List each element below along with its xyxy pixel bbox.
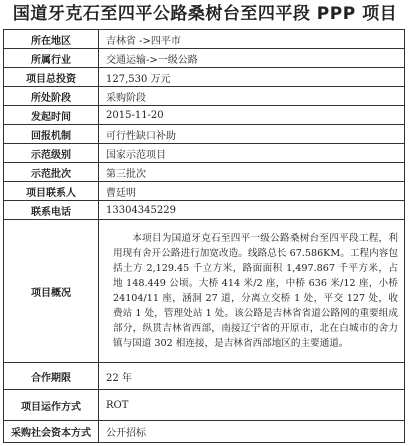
row-label: 所在地区 [4, 30, 99, 49]
table-row [4, 201, 405, 220]
overview-text: 本项目为国道牙克石至四平一级公路桑树台至四平段工程，利用现有舍开公路进行加宽改造。线路总长 67.586KM。工程内容包括土方 2,129.45 千立方米，路面面积 1,497.867 千平方米，占地 148.449 公顷。大桥 414 米/2 座，中桥 636 米/12 座，小桥 24104/11 座，涵洞 27 道，分离立交桥 1 处，平交 127 处，收费站 1 处，管理处站 1 处。该公路是吉林省省道公路网的重要组成部分，纵贯吉林省西部，南接辽宁省的开原市，北在白城市的舍力镇与国道 302 相连接，是吉林省西部地区的主要通道。 [113, 233, 398, 349]
table-row [4, 106, 405, 125]
table-row [4, 30, 405, 49]
table-row [4, 144, 405, 163]
row-label: 所处阶段 [4, 87, 99, 106]
row-value: 第三批次 [99, 163, 405, 182]
page-title: 国道牙克石至四平公路桑树台至四平段 PPP 项目 [12, 4, 398, 24]
table-row [4, 421, 405, 443]
row-label: 采购社会资本方式 [4, 421, 99, 443]
row-label: 项目总投资 [4, 68, 99, 87]
table-row [4, 87, 405, 106]
table-row [4, 68, 405, 87]
table-row [4, 182, 405, 201]
row-value: 可行性缺口补助 [99, 125, 405, 144]
row-label: 示范批次 [4, 163, 99, 182]
row-label: 项目运作方式 [4, 390, 99, 421]
row-value: 吉林省 ->四平市 [99, 30, 405, 49]
table-row-overview [4, 220, 405, 363]
row-label: 回报机制 [4, 125, 99, 144]
row-label: 发起时间 [4, 106, 99, 125]
row-value: 2015-11-20 [99, 106, 405, 125]
row-value: 交通运输->一级公路 [99, 49, 405, 68]
row-value: 公开招标 [99, 421, 405, 443]
row-label: 联系电话 [4, 201, 99, 220]
row-value: 127,530 万元 [99, 68, 405, 87]
table-row [4, 125, 405, 144]
row-value: 13304345229 [99, 201, 405, 220]
table-row [4, 363, 405, 390]
table-row [4, 390, 405, 421]
row-value: 22 年 [99, 363, 405, 390]
row-value: 国家示范项目 [99, 144, 405, 163]
table-row [4, 49, 405, 68]
row-label: 合作期限 [4, 363, 99, 390]
row-value: ROT [99, 390, 405, 421]
project-info-table [3, 29, 405, 443]
row-label: 项目联系人 [4, 182, 99, 201]
row-value: 采购阶段 [99, 87, 405, 106]
overview-label: 项目概况 [4, 220, 99, 363]
row-label: 所属行业 [4, 49, 99, 68]
row-value: 曹廷明 [99, 182, 405, 201]
row-label: 示范级别 [4, 144, 99, 163]
table-row [4, 163, 405, 182]
